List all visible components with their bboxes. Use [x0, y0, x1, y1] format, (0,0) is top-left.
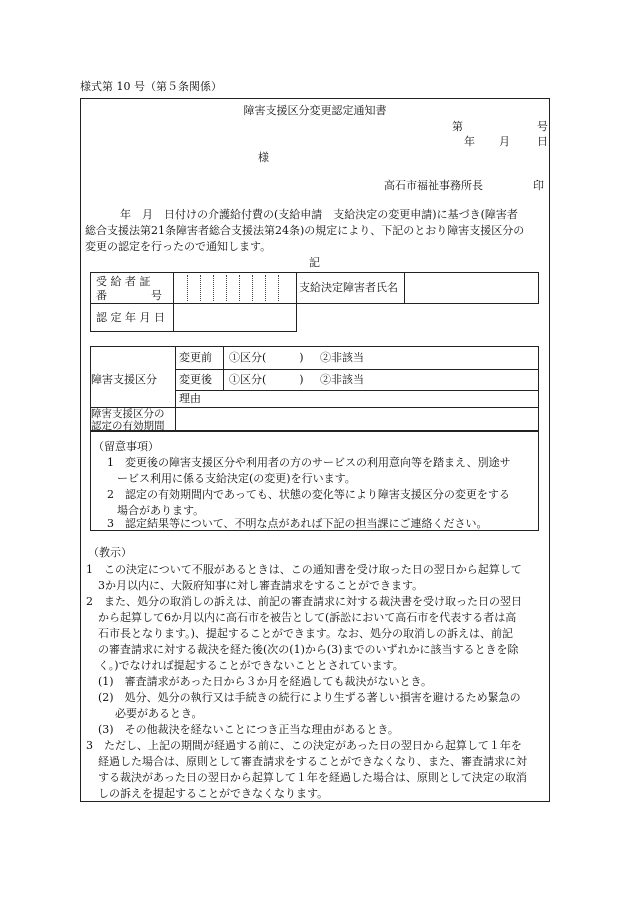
- issuer: 高石市福祉事務所長: [384, 179, 483, 192]
- notes-line: ービス利用に係る支給決定(の変更)を行います。: [117, 472, 356, 485]
- body-line: 変更の認定を行ったので通知します。: [85, 240, 272, 253]
- teaching-heading: （教示）: [88, 546, 132, 559]
- support-category-label: 障害支援区分: [91, 373, 157, 386]
- teaching-line: 1 この決定について不服があるときは、この通知書を受け取った日の翌日から起算して: [86, 563, 522, 576]
- recipient-number-label: 番 号: [96, 289, 162, 302]
- body-line: 総合支援法第21条障害者総合支援法第24条)の規定により、下記のとおり障害支援区分の: [85, 224, 525, 237]
- reason-label: 理由: [179, 392, 201, 405]
- teaching-line: く。)でなければ提起することができないこととされています。: [98, 659, 404, 672]
- addressee-suffix: 様: [258, 151, 269, 164]
- teaching-line: 経過した場合は、原則として審査請求をすることができなくなり、また、審査請求に対: [98, 755, 527, 768]
- date-year: 年: [464, 135, 475, 148]
- after-change-label: 変更後: [179, 373, 212, 386]
- teaching-line: から起算して6か月以内に高石市を被告として(訴訟において高石市を代表する者は高: [98, 611, 517, 624]
- after-not-applicable-option[interactable]: ②非該当: [320, 373, 364, 386]
- seal-mark: 印: [533, 179, 544, 192]
- notes-heading: （留意事項）: [93, 440, 159, 453]
- teaching-line: しの訴えを提起することができなくなります。: [98, 787, 329, 800]
- before-not-applicable-option[interactable]: ②非該当: [320, 351, 364, 364]
- notes-line: 3 認定結果等について、不明な点があれば下記の担当課にご連絡ください。: [107, 517, 488, 530]
- document-title: 障害支援区分変更認定通知書: [243, 104, 387, 117]
- number-prefix: 第: [452, 120, 463, 133]
- number-suffix: 号: [537, 120, 548, 133]
- teaching-line: 3 ただし、上記の期間が経過する前に、この決定があった日の翌日から起算して１年を: [86, 739, 522, 752]
- form-number: 様式第 10 号（第５条関係）: [80, 80, 222, 93]
- validity-period-label: 認定の有効期間: [91, 420, 165, 432]
- teaching-line: 必要があるとき。: [115, 707, 203, 720]
- teaching-line: (1) 審査請求があった日から３か月を経過しても裁決がないとき。: [98, 675, 433, 688]
- teaching-line: の審査請求に対する裁決を経た後(次の(1)から(3)までのいずれかに該当するときを除: [98, 643, 519, 656]
- date-day: 日: [537, 135, 548, 148]
- before-category-option[interactable]: ①区分( ): [229, 351, 304, 364]
- date-month: 月: [499, 135, 510, 148]
- ki-mark: 記: [309, 256, 320, 269]
- teaching-line: する裁決があった日の翌日から起算して１年を経過した場合は、原則として決定の取消: [98, 771, 527, 784]
- teaching-line: (2) 処分、処分の執行又は手続きの続行により生ずる著しい損害を避けるため緊急の: [98, 691, 521, 704]
- decision-name-label: 支給決定障害者氏名: [299, 281, 398, 294]
- certification-date-field[interactable]: [175, 305, 294, 330]
- teaching-line: 石市長となります。)、提起することができます。なお、処分の取消しの訴えは、前記: [98, 627, 514, 640]
- certification-date-label: 認 定 年 月 日: [96, 311, 165, 324]
- recipient-number-label: 受 給 者 証: [96, 275, 151, 288]
- teaching-line: (3) その他裁決を経ないことにつき正当な理由があるとき。: [98, 723, 399, 736]
- body-line: 年 月 日付けの介護給付費の(支給申請 支給決定の変更申請)に基づき(障害者: [120, 208, 518, 221]
- after-category-option[interactable]: ①区分( ): [229, 373, 304, 386]
- teaching-line: 3か月以内に、大阪府知事に対し審査請求をすることができます。: [98, 579, 424, 592]
- validity-period-label: 障害支援区分の: [91, 408, 165, 420]
- teaching-line: 2 また、処分の取消しの訴えは、前記の審査請求に対する裁決書を受け取った日の翌日: [86, 595, 522, 608]
- notes-line: 場合があります。: [117, 504, 205, 517]
- before-change-label: 変更前: [179, 351, 212, 364]
- notes-line: 2 認定の有効期間内であっても、状態の変化等により障害支援区分の変更をする: [107, 488, 510, 501]
- notes-line: 1 変更後の障害支援区分や利用者の方のサービスの利用意向等を踏まえ、別途サ: [107, 456, 511, 469]
